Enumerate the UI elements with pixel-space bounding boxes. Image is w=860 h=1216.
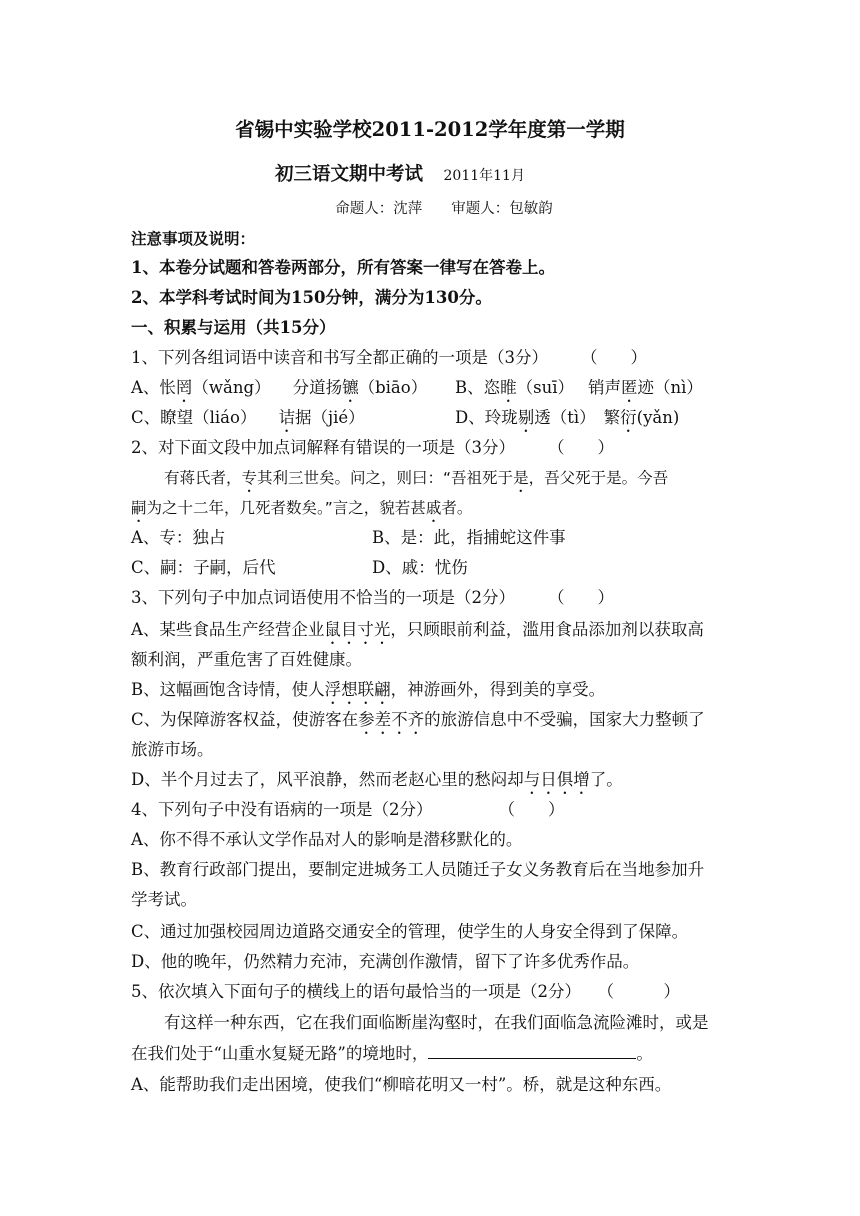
dotted-word-qi: 戚 <box>425 499 442 517</box>
question-4-option-b: B、教育行政部门提出，要制定进城务工人员随迁子女义务教育后在当地参加升 <box>131 860 705 879</box>
dotted-idiom: 浮想联翩 <box>324 680 391 699</box>
option-b-word-2: 销声 <box>588 378 622 397</box>
option-text: C、为保障游客权益，使游客在 <box>131 710 359 729</box>
question-1-row-c <box>131 407 365 436</box>
question-3-option-d <box>131 769 623 798</box>
question-3-option-a <box>131 619 704 648</box>
dotted-word-si: 嗣 <box>131 499 147 517</box>
question-1-option-d <box>455 407 679 436</box>
passage-text: 者。 <box>441 499 473 517</box>
question-4-option-c: C、通过加强校园周边道路交通安全的管理，使学生的人身安全得到了保障。 <box>131 922 689 941</box>
question-2-option-c: C、嗣：子嗣，后代 <box>131 558 276 577</box>
question-2-passage-line-1 <box>164 467 668 496</box>
dotted-idiom: 与日俱增 <box>523 770 590 789</box>
question-4-stem: 4、下列句子中没有语病的一项是（2分） （ ） <box>131 800 565 819</box>
option-a-dotted-char: 罔 <box>175 378 193 397</box>
passage-text: 其利三世矣。问之，则曰：“吾祖死于 <box>257 469 514 487</box>
option-b-label: B、 <box>455 378 484 397</box>
question-1-row-ab <box>131 377 427 406</box>
section-heading: 一、积累与运用（共15分） <box>131 318 336 337</box>
option-a-dotted-char-2: 镳 <box>342 378 359 397</box>
question-2-passage-line-2 <box>131 497 472 526</box>
option-text: ，只顾眼前利益，滥用食品添加剂以获取高 <box>390 620 704 639</box>
option-d-label: D、 <box>455 408 485 427</box>
answer-blank <box>428 1042 636 1059</box>
option-a-word-1: 怅 <box>159 378 176 397</box>
question-4-option-b-cont: 学考试。 <box>131 890 197 909</box>
dotted-idiom: 鼠目寸光 <box>324 620 391 639</box>
option-d-word-1: 玲珑 <box>484 408 518 427</box>
passage-text: 在我们处于“山重水复疑无路”的境地时， <box>131 1044 429 1063</box>
option-a-label: A、 <box>131 378 160 397</box>
question-3-option-c-cont: 旅游市场。 <box>131 740 214 759</box>
option-b-dotted-char-2: 匿 <box>621 378 638 397</box>
option-text: ，神游画外，得到美的享受。 <box>390 680 606 699</box>
passage-text: 有蒋氏者， <box>164 469 242 487</box>
option-c-label: C、 <box>131 408 161 427</box>
option-b-dotted-char: 睢 <box>500 378 517 397</box>
question-4-option-d: D、他的晚年，仍然精力充沛，充满创作激情，留下了许多优秀作品。 <box>131 952 640 971</box>
question-5-passage-line-2 <box>131 1042 653 1065</box>
dotted-word-zhuan: 专 <box>241 469 258 487</box>
option-c-word-1: 瞭望（liáo） <box>160 408 257 427</box>
option-d-pinyin-1: 透（tì） <box>534 408 596 427</box>
question-5-passage-line-1: 有这样一种东西，它在我们面临断崖沟壑时，在我们面临急流险滩时，或是 <box>164 1013 709 1032</box>
question-4-option-a: A、你不得不承认文学作品对人的影响是潜移默化的。 <box>131 830 523 849</box>
question-3-option-c <box>131 709 705 738</box>
notes-item-2: 2、本学科考试时间为150分钟，满分为130分。 <box>131 288 492 307</box>
passage-text: ，吾父死于是。今吾 <box>528 469 669 487</box>
question-2-option-d: D、戚：忧伤 <box>372 558 468 577</box>
option-a-word-2: 分道扬 <box>292 378 343 397</box>
option-d-dotted-char: 剔 <box>517 408 535 427</box>
notes-heading: 注意事项及说明： <box>131 229 256 248</box>
option-text: 的旅游信息中不受骗，国家大力整顿了 <box>424 710 705 729</box>
option-c-word-2: 据（jié） <box>294 408 365 427</box>
question-1-stem: 1、下列各组词语中读音和书写全都正确的一项是（3分） （ ） <box>131 348 647 367</box>
exam-name: 初三语文期中考试 <box>275 164 424 185</box>
question-2-option-a: A、专：独占 <box>131 528 226 547</box>
page-title: 省锡中实验学校2011-2012学年度第一学期 <box>235 118 625 141</box>
option-a-pinyin-2: （biāo） <box>358 378 428 397</box>
option-text: A、某些食品生产经营企业 <box>131 620 325 639</box>
question-2-stem: 2、对下面文段中加点词解释有错误的一项是（3分） （ ） <box>131 438 614 457</box>
option-text: D、半个月过去了，风平浪静，然而老赵心里的愁闷却 <box>131 770 524 789</box>
option-d-dotted-char-2: 衍 <box>620 408 637 427</box>
dotted-idiom: 参差不齐 <box>358 710 425 729</box>
option-d-word-2: 繁 <box>603 408 621 427</box>
option-d-pinyin-2: (yǎn) <box>636 408 680 427</box>
question-2-option-b: B、是：此，指捕蛇这件事 <box>372 528 566 547</box>
passage-text: 为之十二年，几死者数矣。”言之，貌若甚 <box>146 499 426 517</box>
question-5-option-a: A、能帮助我们走出困境，使我们“柳暗花明又一村”。桥，就是这种东西。 <box>131 1075 672 1094</box>
option-b-pinyin-1: （suī） <box>516 378 575 397</box>
option-a-pinyin-1: （wǎng） <box>192 378 271 397</box>
exam-title <box>0 160 830 186</box>
question-1-option-b <box>455 377 703 406</box>
option-b-word-1: 恣 <box>483 378 501 397</box>
option-c-dotted-char: 诘 <box>278 408 295 427</box>
passage-text: 。 <box>636 1044 653 1063</box>
question-3-option-a-cont: 额利润，严重危害了百姓健康。 <box>131 650 362 669</box>
question-5-stem: 5、依次填入下面句子的横线上的语句最恰当的一项是（2分） （ ） <box>131 982 680 1001</box>
question-3-stem: 3、下列句子中加点词语使用不恰当的一项是（2分） （ ） <box>131 588 614 607</box>
option-text: 了。 <box>589 770 623 789</box>
question-3-option-b <box>131 679 605 708</box>
dotted-word-shi: 是 <box>513 469 529 487</box>
option-text: B、这幅画饱含诗情，使人 <box>131 680 325 699</box>
exam-authors: 命题人：沈萍 审题人：包敏韵 <box>335 201 553 217</box>
exam-date: 2011年11月 <box>443 168 525 184</box>
notes-item-1: 1、本卷分试题和答卷两部分，所有答案一律写在答卷上。 <box>131 258 555 277</box>
option-b-pinyin-2: 迹（nì） <box>637 378 703 397</box>
